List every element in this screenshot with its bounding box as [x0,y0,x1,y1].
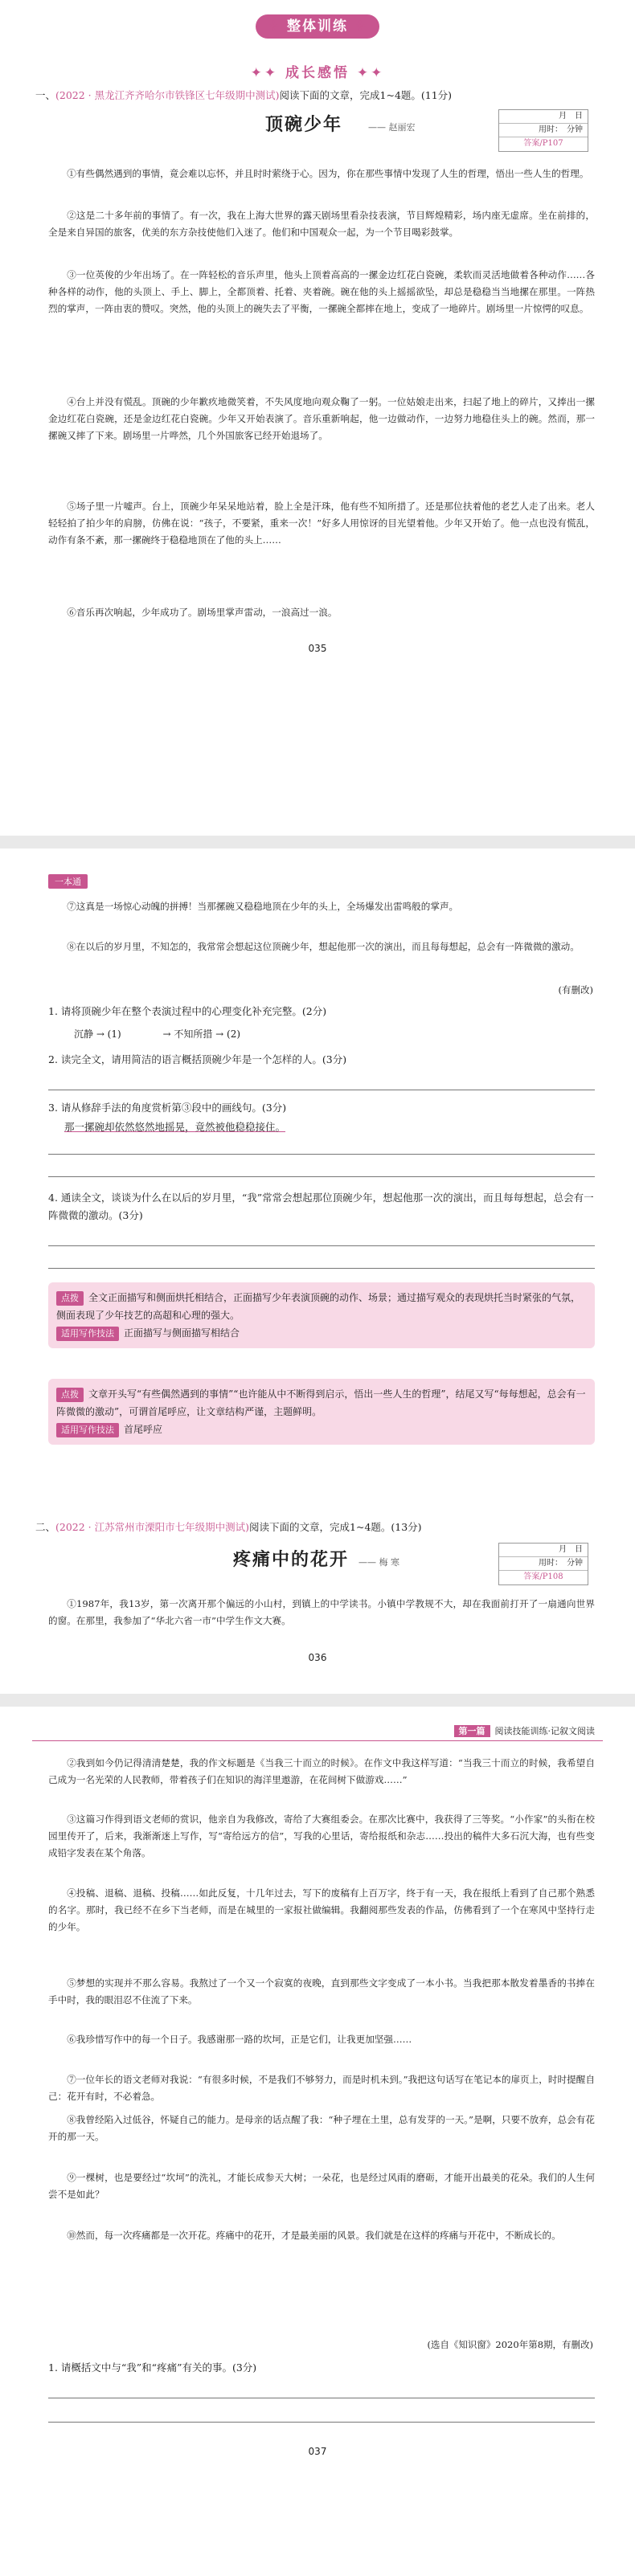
page-number: 035 [308,643,327,654]
question-header-1 [35,88,603,103]
paragraph: ⑥音乐再次响起，少年成功了。剧场里掌声雷动，一浪高过一浪。 [67,607,338,618]
paragraph: ⑨一棵树，也是要经过“坎坷”的洗礼，才能长成参天大树；一朵花，也是经过风雨的磨砺，才能开出最美的花朵。我们的人生何尝不是如此？ [48,2172,595,2200]
header-rule [32,1740,603,1741]
article-author: —— 梅 寒 [358,1557,399,1568]
article-title: 顶碗少年 [265,114,343,135]
question-4: 4. 通读全文，谈谈为什么在以后的岁月里，“我”常常会想起那位顶碗少年，想起他那一次的演出，而且每每想起，总会有一阵微微的激动。(3分) [48,1192,594,1221]
info-date: 月 日 [499,110,588,124]
paragraph: ⑦这真是一场惊心动魄的拼搏！当那摞碗又稳稳地顶在少年的头上，全场爆发出雷鸣般的掌声。 [67,901,459,912]
article-author: —— 赵丽宏 [368,122,416,133]
info-date: 月 日 [499,1544,588,1557]
info-answer: 答案/P107 [523,139,563,148]
paragraph: ③这篇习作得到语文老师的赏识，他亲自为我修改，寄给了大赛组委会。在那次比赛中，我获得了三等奖。“小作家”的头衔在校园里传开了，后来，我渐渐迷上写作，写“寄给远方的信”，写我的心里话，寄给报纸和杂志……投出的稿件大多石沉大海，也有些变成铅字发表在某个角落。 [48,1813,595,1858]
question-instruction: 阅读下面的文章，完成1~4题。(11分) [279,89,453,101]
tip-text: 全文正面描写和侧面烘托相结合，正面描写少年表演顶碗的动作、场景；通过描写观众的表现烘托当时紧张的气氛，侧面表现了少年技艺的高超和心理的强大。 [56,1292,581,1321]
technique-label: 适用写作技法 [56,1327,119,1341]
tip-box-1 [48,1282,595,1348]
info-box [498,109,588,152]
paragraph: ②我到如今仍记得清清楚楚，我的作文标题是《当我三十而立的时候》。在作文中我这样写道：“当我三十而立的时候，我希望自己成为一名光荣的人民教师，带着孩子们在知识的海洋里遨游，在花间树下做游戏……” [48,1757,595,1785]
technique-label: 适用写作技法 [56,1423,119,1437]
paragraph: ⑧在以后的岁月里，不知怎的，我常常会想起这位顶碗少年，想起他那一次的演出，而且每每想起，总会有一阵微微的激动。 [67,941,580,952]
paragraph: ⑤梦想的实现并不那么容易。我熬过了一个又一个寂寞的夜晚，直到那些文字变成了一本小书。当我把那本散发着墨香的书捧在手中时，我的眼泪忍不住流了下来。 [48,1977,595,2006]
info-time: 用时： 分钟 [499,124,588,137]
source-note: (选自《知识窗》2020年第8期，有删改) [427,2339,593,2350]
author-name: 梅 寒 [379,1557,399,1568]
tip-text: 文章开头写“有些偶然遇到的事情”“也许能从中不断得到启示，悟出一些人生的哲理”，结尾又写“每每想起，总会有一阵微微的激动”，可谓首尾呼应，让文章结构严谨，主题鲜明。 [56,1388,586,1417]
answer-line[interactable] [48,1268,595,1269]
page-number: 037 [308,2446,327,2457]
running-header-text: 阅读技能训练·记叙文阅读 [494,1726,595,1736]
paragraph: ⑥我珍惜写作中的每一个日子。我感谢那一路的坎坷，正是它们，让我更加坚强…… [67,2034,412,2045]
author-name: 赵丽宏 [388,122,416,133]
question-2: 2. 读完全文，请用简洁的语言概括顶碗少年是一个怎样的人。(3分) [48,1053,347,1065]
page-037 [0,1707,635,2576]
quoted-sentence: 那一摞碗却依然悠然地摇晃，竟然被他稳稳接住。 [64,1121,286,1133]
technique-text: 正面描写与侧面描写相结合 [124,1327,240,1339]
paragraph: ①有些偶然遇到的事情，竟会难以忘怀，并且时时萦绕于心。因为，你在那些事情中发现了人生的哲理，悟出一些人生的哲理。 [67,168,589,179]
tip-label: 点拨 [56,1291,84,1306]
question-1: 1. 请将顶碗少年在整个表演过程中的心理变化补充完整。(2分) [48,1005,327,1017]
subsection-label: 成长感悟 [285,65,350,81]
section-title: 整体训练 [287,18,348,35]
article-title: 疼痛中的花开 [233,1549,350,1570]
paragraph: ③一位英俊的少年出场了。在一阵轻松的音乐声里，他头上顶着高高的一摞金边红花白瓷碗，柔软而灵活地做着各种动作……各种各样的动作，他的头顶上、手上、脚上，全都顶着、托着、夹着碗。碗在他的头上摇摇欲坠，却总是稳稳当当地摞在那里。一阵热烈的掌声，一阵由衷的赞叹。突然，他的头顶上的碗失去了平衡，一摞碗全都摔在地上，变成了一地碎片。剧场里一片惊愕的叹息。 [48,269,595,314]
page-tag: 一本通 [48,874,88,889]
running-header [454,1724,596,1737]
flow-chart: 沉静 → (1) → 不知所措 → (2) [74,1028,280,1040]
answer-line[interactable] [48,1245,595,1246]
info-time: 用时： 分钟 [499,1557,588,1571]
info-box [498,1543,588,1585]
technique-text: 首尾呼应 [124,1424,163,1435]
paragraph: ①1987年，我13岁，第一次离开那个偏远的小山村，到镇上的中学读书。小镇中学教规不大，却在我面前打开了一扇通向世界的窗。在那里，我参加了“华北六省一市”中学生作文大赛。 [48,1598,595,1626]
edit-note: (有删改) [558,984,593,996]
question-instruction: 阅读下面的文章，完成1~4题。(13分) [249,1521,422,1533]
question-number: 二、 [35,1521,56,1533]
paragraph: ②这是二十多年前的事情了。有一次，我在上海大世界的露天剧场里看杂技表演，节目辉煌精彩，场内座无虚席。坐在前排的，全是来自异国的旅客，优美的东方杂技使他们入迷了。他们和中国观众一起，为一个节目喝彩鼓掌。 [48,210,595,238]
page-036 [0,848,635,1694]
info-answer: 答案/P108 [523,1572,563,1581]
question-source: (2022 · 黑龙江齐齐哈尔市铁锋区七年级期中测试) [55,89,280,101]
running-header-tag: 第一篇 [454,1725,490,1737]
paragraph: ⑤场子里一片嘘声。台上，顶碗少年呆呆地站着，脸上全是汗珠，他有些不知所措了。还是那位扶着他的老艺人走了出来。老人轻轻拍了拍少年的肩膀，仿佛在说：“孩子，不要紧，重来一次！”好多人用惊讶的目光望着他。少年又开始了。他一点也没有慌乱，动作有条不紊，那一摞碗终于稳稳地顶在了他的头上…… [48,501,595,546]
tip-label: 点拨 [56,1388,84,1402]
section-banner: ✣ 整体训练 ✣ [256,14,379,39]
question-source: (2022 · 江苏常州市溧阳市七年级期中测试) [55,1521,250,1533]
tip-box-2 [48,1379,595,1445]
page-number: 036 [308,1652,327,1663]
paragraph: ⑧我曾经陷入过低谷，怀疑自己的能力。是母亲的话点醒了我：“种子埋在土里，总有发芽的一天。”是啊，只要不放弃，总会有花开的那一天。 [48,2114,595,2142]
page-035 [0,0,635,836]
question-header-2 [35,1520,603,1535]
answer-line[interactable] [48,2422,595,2423]
subsection-title: ✦✦ 成长感悟 ✦✦ [250,65,385,81]
question-number: 一、 [35,89,56,101]
question-3: 3. 请从修辞手法的角度赏析第③段中的画线句。(3分) [48,1102,287,1114]
paragraph: ④投稿、退稿、退稿、投稿……如此反复，十几年过去，写下的废稿有上百万字，终于有一天，我在报纸上看到了自己那个熟悉的名字。那时，我已经不在乡下当老师，而是在城里的一家报社做编辑。我翻阅那些发表的作品，仿佛看到了一个在寒风中坚持行走的少年。 [48,1887,595,1932]
paragraph: ⑩然而，每一次疼痛都是一次开花。疼痛中的花开，才是最美丽的风景。我们就是在这样的疼痛与开花中，不断成长的。 [67,2230,561,2241]
answer-line[interactable] [48,1154,595,1155]
answer-line[interactable] [48,1176,595,1177]
paragraph: ⑦一位年长的语文老师对我说：“有很多时候，不是我们不够努力，而是时机未到。”我把这句话写在笔记本的扉页上，时时提醒自己：花开有时，不必着急。 [48,2074,595,2102]
paragraph: ④台上并没有慌乱。顶碗的少年歉疚地微笑着，不失风度地向观众鞠了一躬。一位姑娘走出来，扫起了地上的碎片，又捧出一摞金边红花白瓷碗，还是金边红花白瓷碗。少年又开始表演了。音乐重新响起，他一边做动作，一边努力地稳住头上的碗。然而，那一摞碗又摔了下来。剧场里一片哗然，几个外国旅客已经开始退场了。 [48,396,595,441]
question-1: 1. 请概括文中与“我”和“疼痛”有关的事。(3分) [48,2361,257,2374]
